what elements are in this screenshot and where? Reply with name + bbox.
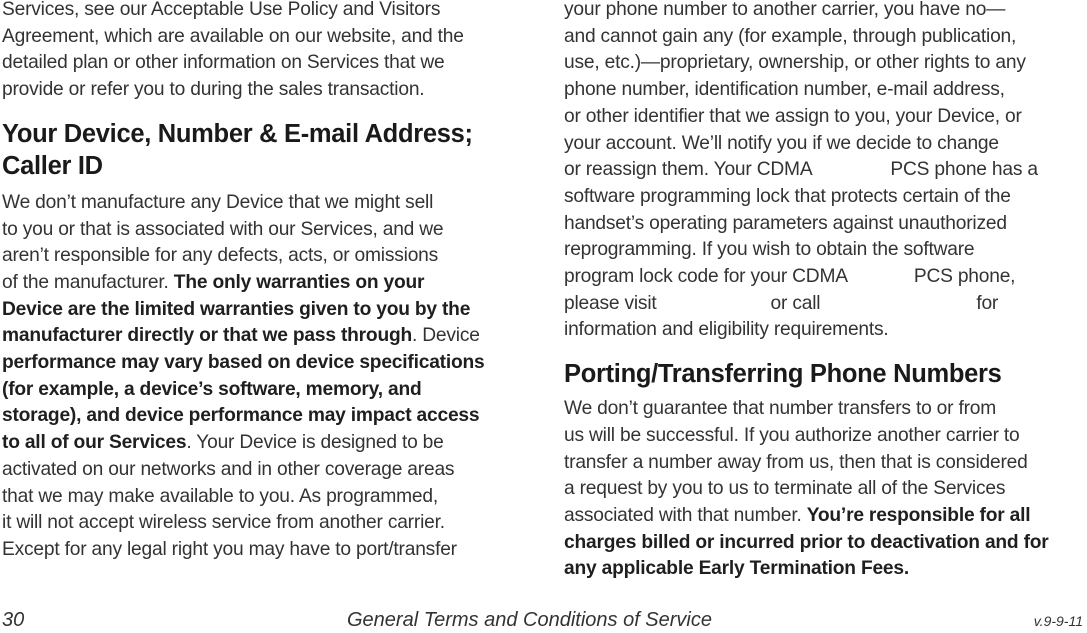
text-normal: . Your Device is designed to be: [186, 432, 444, 454]
text-bold: You’re responsible for all: [806, 504, 1031, 526]
number-rights-paragraph: [564, 0, 1087, 344]
text-line: [2, 430, 532, 457]
text-segment: or call: [770, 292, 821, 314]
text-line-bold: performance may vary based on device specifications: [2, 352, 485, 374]
text-line: aren’t responsible for any defects, acts, or omissions: [2, 245, 439, 267]
text-line: information and eligibility requirements.: [564, 319, 889, 341]
text-line: to you or that is associated with our Services, and we: [2, 218, 444, 240]
text-line: and cannot gain any (for example, through publication,: [564, 25, 1017, 47]
text-line: We don’t manufacture any Device that we might sell: [2, 191, 434, 213]
text-segment: or reassign them. Your CDMA: [564, 159, 813, 181]
text-line: Services, see our Acceptable Use Policy and Visitors: [2, 0, 441, 20]
intro-paragraph: [2, 0, 532, 104]
text-line: reprogramming. If you wish to obtain the software: [564, 239, 975, 261]
text-line: that we may make available to you. As programmed,: [2, 485, 438, 507]
text-line: [2, 270, 532, 297]
text-line: your account. We’ll notify you if we decide to change: [564, 132, 999, 154]
text-line-bold: Device are the limited warranties given to you by the: [2, 298, 471, 320]
text-segment: please visit: [564, 292, 657, 314]
text-line: transfer a number away from us, then that is considered: [564, 451, 1028, 473]
text-line: [564, 503, 1087, 530]
text-bold: to all of our Services: [2, 432, 187, 454]
text-line: We don’t guarantee that number transfers to or from: [564, 398, 997, 420]
text-line: a request by you to us to terminate all of the Services: [564, 478, 1006, 500]
text-line: detailed plan or other information on Services that we: [2, 52, 445, 74]
text-line-bold: (for example, a device’s software, memory, and: [2, 378, 422, 400]
text-segment: PCS phone,: [913, 266, 1016, 288]
text-line-bold: storage), and device performance may impact access: [2, 405, 480, 427]
text-line-bold: any applicable Early Termination Fees.: [564, 558, 910, 580]
text-bold: The only warranties on your: [173, 271, 425, 293]
page-footer: [0, 609, 1087, 633]
text-bold: manufacturer directly or that we pass through: [2, 325, 413, 347]
text-line: [564, 157, 1087, 184]
text-normal: of the manufacturer.: [2, 271, 174, 293]
text-segment: program lock code for your CDMA: [564, 266, 848, 288]
porting-paragraph: [564, 396, 1087, 583]
text-line: software programming lock that protects certain of the: [564, 185, 1011, 207]
text-line: provide or refer you to during the sales transaction.: [2, 79, 425, 101]
text-line: activated on our networks and in other coverage areas: [2, 458, 455, 480]
device-paragraph: [2, 190, 532, 564]
version-label: v.9-9-11: [1033, 613, 1083, 629]
text-line: [2, 323, 532, 350]
heading-line: Caller ID: [2, 151, 103, 180]
text-line: use, etc.)—proprietary, ownership, or other rights to any: [564, 52, 1026, 74]
text-line: [564, 291, 1087, 318]
text-segment: PCS phone has a: [890, 159, 1038, 181]
text-line: phone number, identification number, e-mail address,: [564, 79, 1005, 101]
text-line: it will not accept wireless service from another carrier.: [2, 512, 445, 534]
page-number: 30: [2, 609, 25, 631]
text-line: handset’s operating parameters against unauthorized: [564, 212, 1007, 234]
left-column: [2, 0, 532, 564]
text-normal: . Device: [412, 325, 480, 347]
text-line-bold: charges billed or incurred prior to deactivation and for: [564, 531, 1049, 553]
right-column: [564, 0, 1087, 583]
section-heading-device-number: [2, 118, 532, 182]
text-line: or other identifier that we assign to you, your Device, or: [564, 105, 1022, 127]
heading-line: Your Device, Number & E-mail Address;: [2, 119, 473, 148]
footer-title: General Terms and Conditions of Service: [347, 609, 712, 631]
text-line: Except for any legal right you may have to port/transfer: [2, 538, 457, 560]
text-line: us will be successful. If you authorize another carrier to: [564, 424, 1020, 446]
text-line: your phone number to another carrier, you have no—: [564, 0, 1006, 20]
section-heading-porting: Porting/Transferring Phone Numbers: [564, 360, 1002, 389]
text-line: [564, 264, 1087, 291]
text-line: Agreement, which are available on our website, and the: [2, 25, 464, 47]
text-segment: for: [976, 292, 999, 314]
text-normal: associated with that number.: [564, 504, 807, 526]
